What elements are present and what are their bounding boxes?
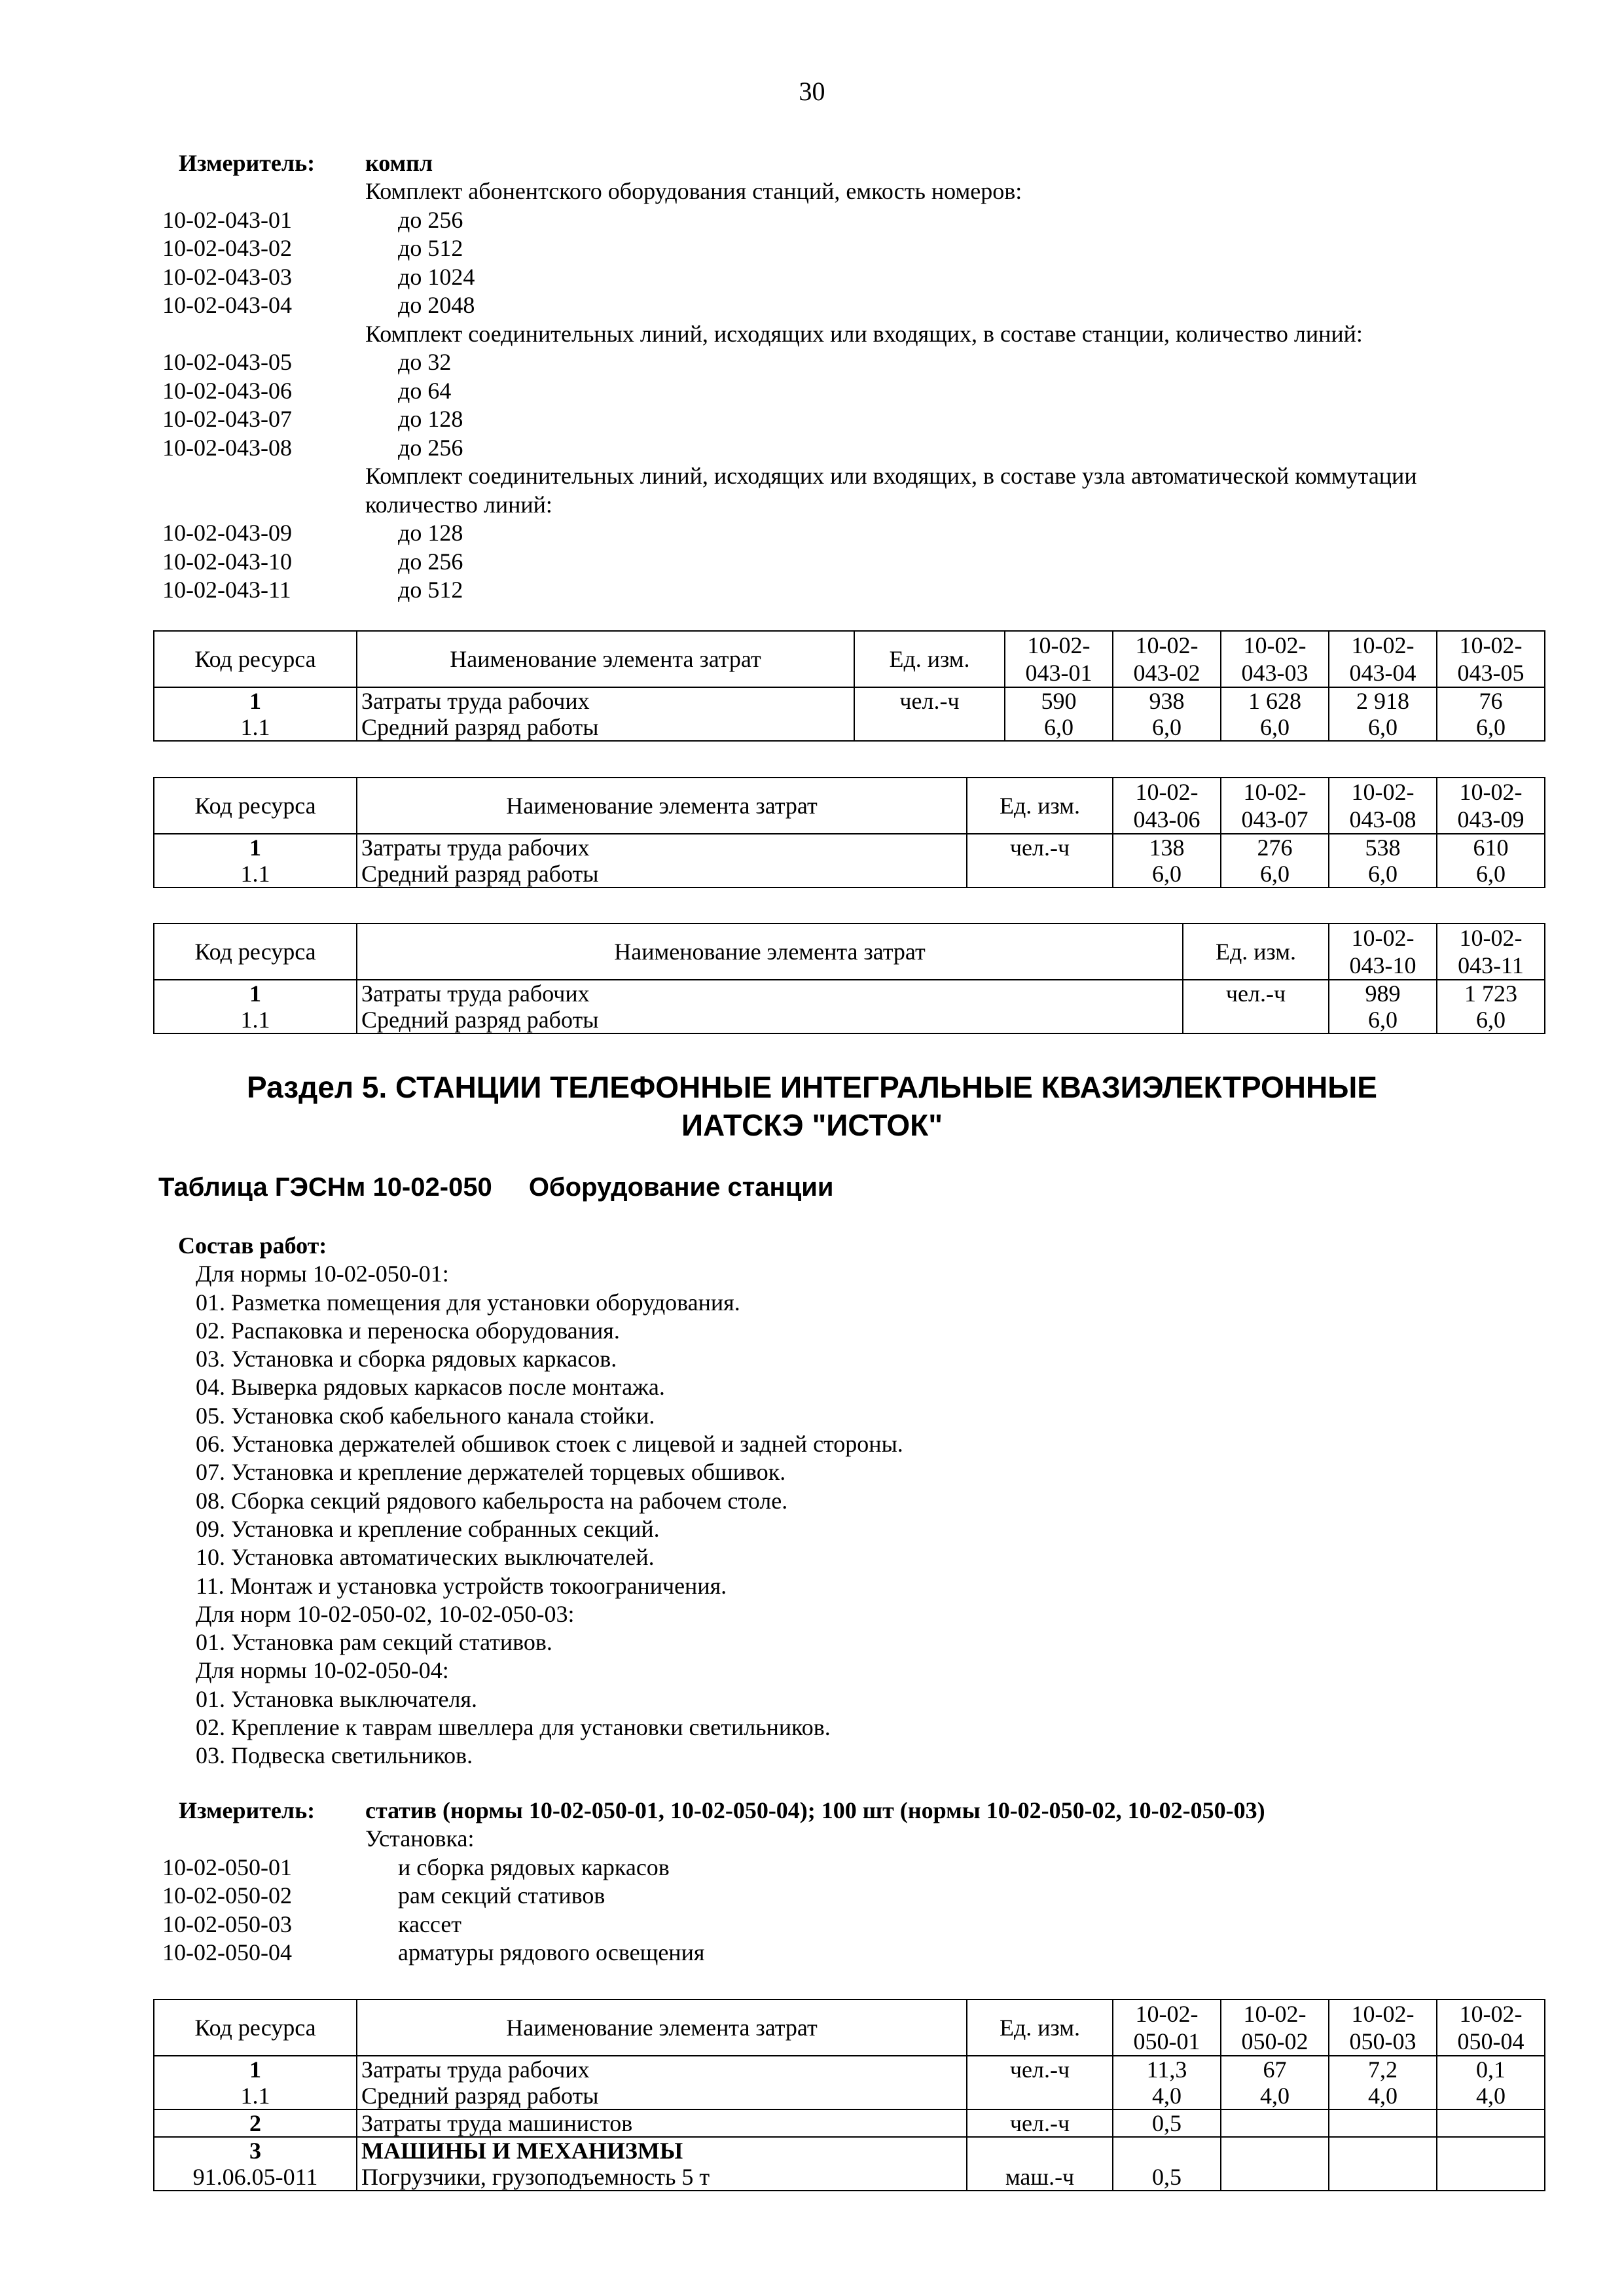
cell-code: 1 <box>154 687 357 714</box>
norm-description: до 64 <box>398 377 452 404</box>
norm-code: 10-02-043-05 <box>162 349 292 376</box>
header-norm: 10-02- 050-03 <box>1329 2000 1437 2056</box>
norm-list-item <box>162 234 1550 263</box>
norm-code: 10-02-043-07 <box>162 406 292 433</box>
cell-value <box>1221 2164 1329 2191</box>
work-item: Для нормы 10-02-050-04: <box>196 1657 449 1684</box>
cell-value <box>1329 2109 1437 2137</box>
norm-list-item <box>162 348 1550 377</box>
work-item: 11. Монтаж и установка устройств токоограничения. <box>196 1572 727 1599</box>
cell-value: 6,0 <box>1329 714 1437 741</box>
header-norm: 10-02- 043-02 <box>1113 631 1221 687</box>
work-item: 07. Установка и крепление держателей торцевых обшивок. <box>196 1459 786 1486</box>
resource-table-1 <box>153 630 1545 742</box>
norm-code: 10-02-050-02 <box>162 1882 292 1909</box>
cell-name: Затраты труда рабочих <box>357 687 854 714</box>
header-norm: 10-02- 043-04 <box>1329 631 1437 687</box>
norm-list-item <box>162 1853 1550 1882</box>
cell-code: 91.06.05-011 <box>154 2164 357 2191</box>
norm-list-item <box>162 547 1550 576</box>
norm-list-item <box>162 462 1550 491</box>
work-item: 02. Крепление к таврам швеллера для установки светильников. <box>196 1714 831 1741</box>
norm-list-item <box>162 291 1550 320</box>
cell-unit: чел.-ч <box>1183 980 1329 1007</box>
norm-description: рам секций стативов <box>398 1882 605 1909</box>
cell-unit <box>967 2137 1113 2164</box>
norm-description: до 128 <box>398 520 463 547</box>
cell-unit: чел.-ч <box>854 687 1005 714</box>
work-item: 10. Установка автоматических выключателей. <box>196 1544 655 1571</box>
table-header-row <box>154 631 1545 687</box>
table-header-row <box>154 778 1545 834</box>
norm-code: 10-02-050-04 <box>162 1939 292 1966</box>
norm-description: Установка: <box>365 1825 475 1852</box>
norm-description: арматуры рядового освещения <box>398 1939 705 1966</box>
header-norm: 10-02- 043-05 <box>1437 631 1545 687</box>
norm-description: до 256 <box>398 548 463 575</box>
norm-description: Комплект соединительных линий, исходящих или входящих, в составе узла автоматической коммутации <box>365 463 1417 490</box>
header-code: Код ресурса <box>154 778 357 834</box>
meter-value: компл <box>365 149 433 176</box>
cell-unit: маш.-ч <box>967 2164 1113 2191</box>
cell-value: 938 <box>1113 687 1221 714</box>
header-norm: 10-02- 050-04 <box>1437 2000 1545 2056</box>
work-item: 01. Установка выключателя. <box>196 1685 478 1712</box>
cell-name: Затраты труда рабочих <box>357 980 1183 1007</box>
page-number: 30 <box>799 77 825 106</box>
header-unit: Ед. изм. <box>1183 924 1329 980</box>
cell-value: 0,1 <box>1437 2056 1545 2083</box>
work-composition-title: Состав работ: <box>178 1232 327 1259</box>
section-title-line: ИАТСКЭ "ИСТОК" <box>681 1108 943 1142</box>
norm-description: до 256 <box>398 434 463 461</box>
cell-code: 1.1 <box>154 1007 357 1033</box>
cell-name: Погрузчики, грузоподъемность 5 т <box>357 2164 967 2191</box>
norm-code: 10-02-050-03 <box>162 1910 292 1937</box>
cell-code: 1.1 <box>154 714 357 741</box>
header-norm: 10-02- 043-06 <box>1113 778 1221 834</box>
cell-name: МАШИНЫ И МЕХАНИЗМЫ <box>357 2137 967 2164</box>
cell-code: 3 <box>154 2137 357 2164</box>
norm-description: до 256 <box>398 206 463 233</box>
cell-value <box>1437 2137 1545 2164</box>
norm-description: Комплект соединительных линий, исходящих или входящих, в составе станции, количество линий: <box>365 320 1363 347</box>
cell-code: 2 <box>154 2109 357 2137</box>
meter-label: Измеритель: <box>179 149 316 176</box>
norm-list-item <box>162 262 1550 291</box>
resource-table-4 <box>153 1999 1545 2191</box>
norm-list-item <box>162 1910 1550 1939</box>
norm-code: 10-02-043-08 <box>162 434 292 461</box>
norm-code: 10-02-043-01 <box>162 206 292 233</box>
cell-value: 989 <box>1329 980 1437 1007</box>
cell-value: 6,0 <box>1329 1007 1437 1033</box>
cell-name: Средний разряд работы <box>357 2083 967 2109</box>
norm-code: 10-02-043-02 <box>162 235 292 262</box>
table-header-row <box>154 2000 1545 2056</box>
table-row <box>154 2109 1545 2137</box>
cell-name: Затраты труда машинистов <box>357 2109 967 2137</box>
cell-name: Затраты труда рабочих <box>357 2056 967 2083</box>
cell-value: 610 <box>1437 834 1545 861</box>
section-title <box>0 1068 1624 1144</box>
work-item: 01. Установка рам секций стативов. <box>196 1629 552 1656</box>
work-item: Для нормы 10-02-050-01: <box>196 1261 449 1287</box>
table-row <box>154 2083 1545 2109</box>
norm-list-item <box>162 433 1550 462</box>
meter-row <box>162 1796 1550 1825</box>
work-item: 06. Установка держателей обшивок стоек с лицевой и задней стороны. <box>196 1431 903 1458</box>
cell-unit <box>1183 1007 1329 1033</box>
header-name: Наименование элемента затрат <box>357 2000 967 2056</box>
cell-value: 6,0 <box>1437 714 1545 741</box>
cell-value: 590 <box>1005 687 1113 714</box>
resource-table-3 <box>153 923 1545 1034</box>
cell-code: 1 <box>154 2056 357 2083</box>
header-norm: 10-02- 050-02 <box>1221 2000 1329 2056</box>
norm-code: 10-02-043-03 <box>162 263 292 290</box>
table-title <box>158 1173 833 1202</box>
work-item: 09. Установка и крепление собранных секций. <box>196 1515 660 1542</box>
cell-value: 11,3 <box>1113 2056 1221 2083</box>
cell-value: 6,0 <box>1221 714 1329 741</box>
cell-value: 67 <box>1221 2056 1329 2083</box>
norm-list-item <box>162 177 1550 206</box>
table-row <box>154 2137 1545 2164</box>
table-row <box>154 1007 1545 1033</box>
cell-value <box>1221 2109 1329 2137</box>
meter-value: статив (нормы 10-02-050-01, 10-02-050-04); 100 шт (нормы 10-02-050-02, 10-02-050-03) <box>365 1797 1265 1823</box>
norm-list-item <box>162 319 1550 348</box>
header-norm: 10-02- 043-03 <box>1221 631 1329 687</box>
norms-block-2 <box>162 1796 1550 1967</box>
norm-list-item <box>162 376 1550 405</box>
resource-table-2 <box>153 777 1545 888</box>
norm-list-item <box>162 1825 1550 1854</box>
cell-value: 1 723 <box>1437 980 1545 1007</box>
cell-value: 1 628 <box>1221 687 1329 714</box>
cell-value <box>1113 2137 1221 2164</box>
norm-code: 10-02-043-09 <box>162 520 292 547</box>
table-row <box>154 834 1545 861</box>
header-name: Наименование элемента затрат <box>357 924 1183 980</box>
norm-description: кассет <box>398 1910 462 1937</box>
header-unit: Ед. изм. <box>967 2000 1113 2056</box>
table-row <box>154 980 1545 1007</box>
table-row <box>154 2056 1545 2083</box>
norm-description: до 512 <box>398 577 463 603</box>
table-header-row <box>154 924 1545 980</box>
cell-unit <box>967 2083 1113 2109</box>
norm-code: 10-02-043-11 <box>162 577 291 603</box>
work-item: 01. Разметка помещения для установки оборудования. <box>196 1289 740 1316</box>
cell-value: 6,0 <box>1113 861 1221 888</box>
work-item: 03. Подвеска светильников. <box>196 1742 473 1769</box>
cell-value: 4,0 <box>1437 2083 1545 2109</box>
cell-value: 4,0 <box>1221 2083 1329 2109</box>
cell-name: Средний разряд работы <box>357 1007 1183 1033</box>
cell-value <box>1329 2164 1437 2191</box>
norm-description: до 512 <box>398 235 463 262</box>
meter-label: Измеритель: <box>179 1797 316 1823</box>
header-norm: 10-02- 050-01 <box>1113 2000 1221 2056</box>
cell-value: 4,0 <box>1113 2083 1221 2109</box>
header-norm: 10-02- 043-10 <box>1329 924 1437 980</box>
header-name: Наименование элемента затрат <box>357 778 967 834</box>
header-unit: Ед. изм. <box>854 631 1005 687</box>
work-item: 08. Сборка секций рядового кабельроста на рабочем столе. <box>196 1487 788 1514</box>
cell-value: 76 <box>1437 687 1545 714</box>
table-row <box>154 714 1545 741</box>
header-norm: 10-02- 043-01 <box>1005 631 1113 687</box>
cell-value <box>1221 2137 1329 2164</box>
norm-description: количество линий: <box>365 491 552 518</box>
cell-value <box>1437 2109 1545 2137</box>
cell-value: 0,5 <box>1113 2164 1221 2191</box>
norm-list-item <box>162 1882 1550 1910</box>
cell-code: 1.1 <box>154 2083 357 2109</box>
cell-unit: чел.-ч <box>967 834 1113 861</box>
norm-code: 10-02-043-04 <box>162 292 292 319</box>
cell-value: 6,0 <box>1221 861 1329 888</box>
norms-block-1 <box>162 149 1550 604</box>
cell-value: 6,0 <box>1437 1007 1545 1033</box>
cell-value: 276 <box>1221 834 1329 861</box>
work-composition <box>178 1232 1487 1770</box>
norm-list-item <box>162 405 1550 434</box>
norm-description: до 2048 <box>398 292 475 319</box>
work-item: 02. Распаковка и переноска оборудования. <box>196 1317 620 1344</box>
cell-value: 6,0 <box>1329 861 1437 888</box>
norm-description: до 128 <box>398 406 463 433</box>
cell-value: 138 <box>1113 834 1221 861</box>
cell-name: Затраты труда рабочих <box>357 834 967 861</box>
header-norm: 10-02- 043-09 <box>1437 778 1545 834</box>
work-item: Для норм 10-02-050-02, 10-02-050-03: <box>196 1600 575 1627</box>
table-title-name: Оборудование станции <box>528 1173 834 1202</box>
norm-code: 10-02-043-06 <box>162 377 292 404</box>
norm-description: и сборка рядовых каркасов <box>398 1854 670 1880</box>
cell-value: 538 <box>1329 834 1437 861</box>
header-unit: Ед. изм. <box>967 778 1113 834</box>
header-code: Код ресурса <box>154 924 357 980</box>
cell-code: 1.1 <box>154 861 357 888</box>
norm-list-item <box>162 1939 1550 1967</box>
cell-name: Средний разряд работы <box>357 714 854 741</box>
cell-name: Средний разряд работы <box>357 861 967 888</box>
header-norm: 10-02- 043-08 <box>1329 778 1437 834</box>
cell-value: 2 918 <box>1329 687 1437 714</box>
norm-code: 10-02-050-01 <box>162 1854 292 1880</box>
cell-value: 6,0 <box>1113 714 1221 741</box>
cell-code: 1 <box>154 834 357 861</box>
norm-list-item <box>162 490 1550 519</box>
header-norm: 10-02- 043-07 <box>1221 778 1329 834</box>
table-row <box>154 861 1545 888</box>
header-code: Код ресурса <box>154 631 357 687</box>
norm-list-item <box>162 206 1550 234</box>
work-item: 05. Установка скоб кабельного канала стойки. <box>196 1402 655 1429</box>
header-name: Наименование элемента затрат <box>357 631 854 687</box>
table-row <box>154 2164 1545 2191</box>
cell-unit: чел.-ч <box>967 2109 1113 2137</box>
cell-value: 7,2 <box>1329 2056 1437 2083</box>
cell-code: 1 <box>154 980 357 1007</box>
cell-value: 4,0 <box>1329 2083 1437 2109</box>
cell-value: 6,0 <box>1437 861 1545 888</box>
norm-code: 10-02-043-10 <box>162 548 292 575</box>
header-code: Код ресурса <box>154 2000 357 2056</box>
norm-description: Комплект абонентского оборудования станций, емкость номеров: <box>365 178 1022 205</box>
table-title-code: Таблица ГЭСНм 10-02-050 <box>158 1173 492 1202</box>
cell-value <box>1329 2137 1437 2164</box>
work-item: 04. Выверка рядовых каркасов после монтажа. <box>196 1374 665 1401</box>
cell-unit <box>854 714 1005 741</box>
norm-description: до 32 <box>398 349 452 376</box>
work-item: 03. Установка и сборка рядовых каркасов. <box>196 1346 617 1372</box>
norm-description: до 1024 <box>398 263 475 290</box>
cell-unit <box>967 861 1113 888</box>
cell-value <box>1437 2164 1545 2191</box>
cell-value: 6,0 <box>1005 714 1113 741</box>
section-title-line: Раздел 5. СТАНЦИИ ТЕЛЕФОННЫЕ ИНТЕГРАЛЬНЫЕ КВАЗИЭЛЕКТРОННЫЕ <box>247 1070 1377 1104</box>
norm-list-item <box>162 576 1550 605</box>
norm-list-item <box>162 519 1550 548</box>
cell-value: 0,5 <box>1113 2109 1221 2137</box>
meter-row <box>162 149 1550 177</box>
cell-unit: чел.-ч <box>967 2056 1113 2083</box>
table-row <box>154 687 1545 714</box>
header-norm: 10-02- 043-11 <box>1437 924 1545 980</box>
